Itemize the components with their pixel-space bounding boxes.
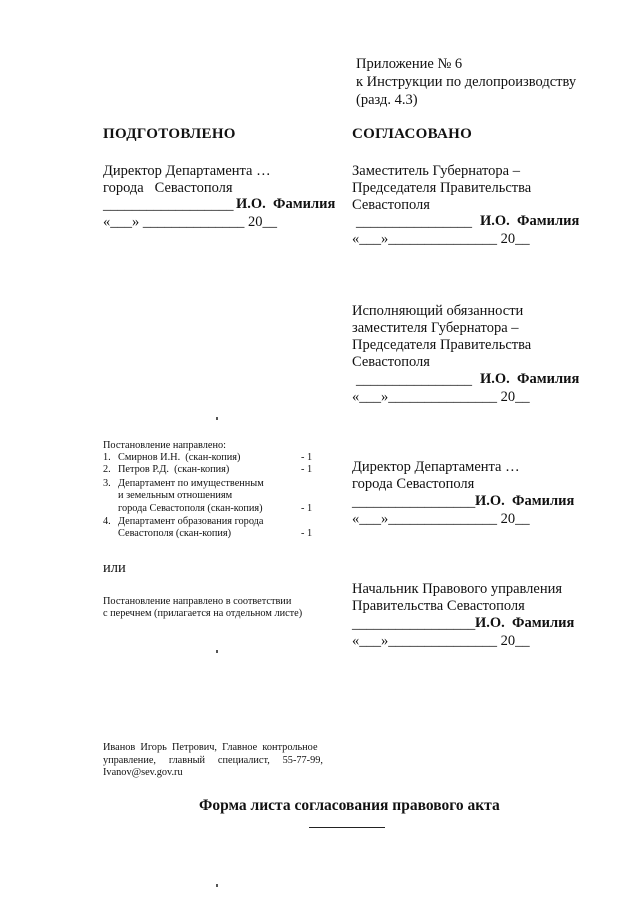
prepared-name: И.О. Фамилия xyxy=(236,196,336,212)
scan-speck xyxy=(216,417,218,420)
agreed-3-name: И.О. Фамилия xyxy=(475,493,575,509)
executor-line-1: Иванов Игорь Петрович, Главное контрольное xyxy=(103,742,318,753)
distribution-item-1-num: 1. xyxy=(103,452,111,463)
executor-line-2: управление, главный специалист, 55-77-99, xyxy=(103,755,323,766)
prepared-heading: ПОДГОТОВЛЕНО xyxy=(103,126,236,142)
prepared-signature-line: __________________ xyxy=(103,197,234,213)
agreed-2-line-2: заместителя Губернатора – xyxy=(352,320,519,336)
prepared-date: «___» ______________ 20__ xyxy=(103,214,277,230)
agreed-heading: СОГЛАСОВАНО xyxy=(352,126,473,142)
distribution-item-3-text-1: Департамент по имущественным xyxy=(118,478,264,489)
agreed-1-line-2: Председателя Правительства xyxy=(352,180,532,196)
agreed-1-line-1: Заместитель Губернатора – xyxy=(352,163,520,179)
agreed-4-signature-line: _________________ xyxy=(352,616,476,632)
agreed-2-line-4: Севастополя xyxy=(352,354,430,370)
agreed-1-name: И.О. Фамилия xyxy=(480,213,580,229)
agreed-4-line-1: Начальник Правового управления xyxy=(352,581,563,597)
distribution-item-3-num: 3. xyxy=(103,478,111,489)
agreed-3-date: «___»_______________ 20__ xyxy=(352,511,530,527)
distribution-item-3-text-3: города Севастополя (скан-копия) xyxy=(118,503,263,514)
or-label: или xyxy=(103,560,126,576)
appendix-line-2: к Инструкции по делопроизводству xyxy=(356,74,577,90)
distribution-alt-line-2: с перечнем (прилагается на отдельном листе) xyxy=(103,608,303,619)
appendix-line-1: Приложение № 6 xyxy=(356,56,463,72)
agreed-2-name: И.О. Фамилия xyxy=(480,371,580,387)
prepared-title-line-1: Директор Департамента … xyxy=(103,163,271,179)
agreed-4-line-2: Правительства Севастополя xyxy=(352,598,525,614)
scan-speck xyxy=(216,884,218,887)
agreed-2-date: «___»_______________ 20__ xyxy=(352,389,530,405)
distribution-item-1-count: - 1 xyxy=(301,452,313,463)
agreed-4-name: И.О. Фамилия xyxy=(475,615,575,631)
form-title-underline xyxy=(309,827,385,828)
distribution-item-1-text: Смирнов И.Н. (скан-копия) xyxy=(118,452,241,463)
distribution-item-4-text-2: Севастополя (скан-копия) xyxy=(118,528,232,539)
executor-email: Ivanov@sev.gov.ru xyxy=(103,767,183,778)
agreed-4-date: «___»_______________ 20__ xyxy=(352,633,530,649)
agreed-2-line-1: Исполняющий обязанности xyxy=(352,303,524,319)
agreed-3-line-1: Директор Департамента … xyxy=(352,459,520,475)
distribution-heading: Постановление направлено: xyxy=(103,440,226,451)
form-title: Форма листа согласования правового акта xyxy=(199,797,500,814)
appendix-line-3: (разд. 4.3) xyxy=(356,92,418,108)
agreed-1-signature-line: ________________ xyxy=(356,214,472,230)
agreed-1-line-3: Севастополя xyxy=(352,197,430,213)
agreed-3-signature-line: _________________ xyxy=(352,494,476,510)
distribution-item-4-num: 4. xyxy=(103,516,111,527)
distribution-item-2-count: - 1 xyxy=(301,464,313,475)
distribution-alt-line-1: Постановление направлено в соответствии xyxy=(103,596,292,607)
distribution-item-3-text-2: и земельным отношениям xyxy=(118,490,233,501)
agreed-1-date: «___»_______________ 20__ xyxy=(352,231,530,247)
distribution-item-2-text: Петров Р.Д. (скан-копия) xyxy=(118,464,230,475)
prepared-title-line-2: города Севастополя xyxy=(103,180,233,196)
agreed-3-line-2: города Севастополя xyxy=(352,476,475,492)
distribution-item-4-count: - 1 xyxy=(301,528,313,539)
distribution-item-4-text-1: Департамент образования города xyxy=(118,516,264,527)
scan-speck xyxy=(216,650,218,653)
distribution-item-2-num: 2. xyxy=(103,464,111,475)
distribution-item-3-count: - 1 xyxy=(301,503,313,514)
agreed-2-signature-line: ________________ xyxy=(356,372,472,388)
agreed-2-line-3: Председателя Правительства xyxy=(352,337,532,353)
